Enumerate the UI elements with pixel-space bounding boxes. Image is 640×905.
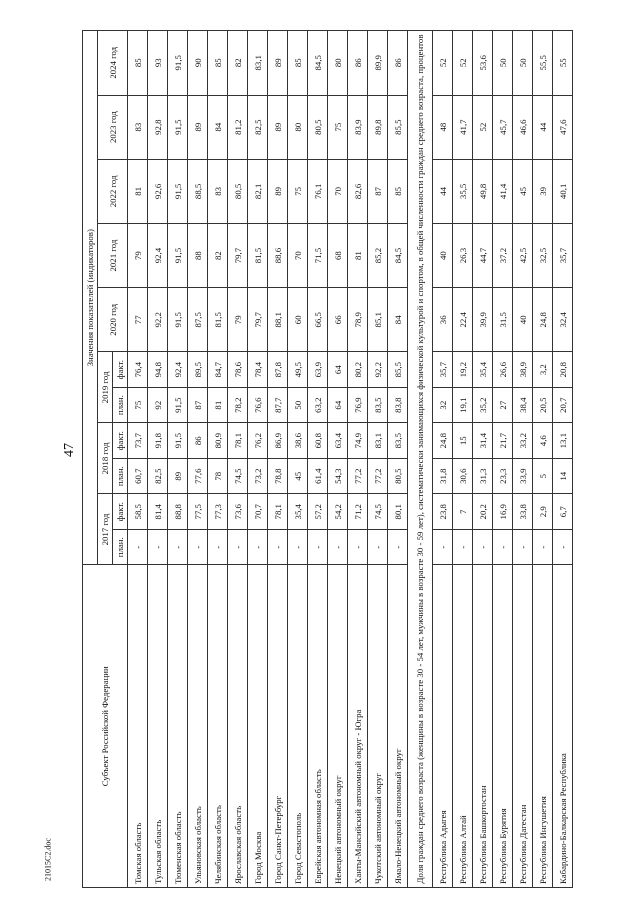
value-cell: 71,2 [348,494,368,530]
value-cell: 82,1 [248,159,268,223]
value-cell: - [348,529,368,565]
value-cell: 23,3 [493,458,513,494]
value-cell: 88,1 [268,288,288,352]
value-cell: 77,6 [188,458,208,494]
value-cell: 22,4 [453,288,473,352]
indicators-table [82,30,573,888]
value-cell: - [533,529,553,565]
subject-name: Ямало-Ненецкий автономный округ [388,565,408,888]
subject-name: Кабардино-Балкарская Республика [553,565,573,888]
value-cell: 63,4 [328,423,348,459]
value-cell: 85,1 [368,288,388,352]
subject-name: Республика Алтай [453,565,473,888]
value-cell: 74,9 [348,423,368,459]
value-cell: 33,8 [513,494,533,530]
value-cell: 46,6 [513,95,533,159]
value-cell: 60 [288,288,308,352]
value-cell: 32 [433,387,453,423]
value-cell: 13,1 [553,423,573,459]
value-cell: 84 [388,288,408,352]
value-cell: 76,1 [308,159,328,223]
value-cell: 40,1 [553,159,573,223]
value-cell: 55 [553,31,573,96]
value-cell: - [553,529,573,565]
value-cell: 41,4 [493,159,513,223]
value-cell: 80,5 [228,159,248,223]
value-cell: 52 [433,31,453,96]
value-cell: 83,8 [388,387,408,423]
plan-subheader: план. [113,458,128,494]
year-header: 2024 год [98,31,128,96]
value-cell: 26,3 [453,223,473,287]
value-cell: 20,2 [473,494,493,530]
table-row [368,31,388,888]
value-cell: 41,7 [453,95,473,159]
value-cell: 89 [168,458,188,494]
value-cell: 44 [533,95,553,159]
value-cell: 85,2 [368,223,388,287]
value-cell: 88,5 [188,159,208,223]
value-cell: 35,5 [453,159,473,223]
value-cell: 49,8 [473,159,493,223]
plan-subheader: план. [113,529,128,565]
subject-name: Чукотский автономный округ [368,565,388,888]
fact-subheader: факт. [113,494,128,530]
rotated-table-container [82,30,617,888]
value-cell: 80,2 [348,352,368,388]
value-cell: 32,5 [533,223,553,287]
value-cell: - [128,529,148,565]
value-cell: 89,5 [188,352,208,388]
year-header: 2018 год [98,423,113,494]
value-cell: 84,5 [388,223,408,287]
value-cell: - [188,529,208,565]
value-cell: - [473,529,493,565]
value-cell: 64 [328,387,348,423]
value-cell: 82 [208,223,228,287]
subject-name: Томская область [128,565,148,888]
value-cell: - [513,529,533,565]
table-row [553,31,573,888]
subject-name: Ульяновская область [188,565,208,888]
value-cell: 85 [128,31,148,96]
value-cell: 66 [328,288,348,352]
value-cell: 87 [368,159,388,223]
value-cell: 81,5 [208,288,228,352]
year-header: 2019 год [98,352,113,423]
value-cell: 85 [288,31,308,96]
value-cell: 82,5 [248,95,268,159]
subject-name: Республика Адыгея [433,565,453,888]
value-cell: 2,9 [533,494,553,530]
value-cell: 20,5 [533,387,553,423]
value-cell: 78,8 [268,458,288,494]
table-row [533,31,553,888]
subject-name: Тюменская область [168,565,188,888]
value-cell: 55,5 [533,31,553,96]
value-cell: 79 [228,288,248,352]
value-cell: 91,5 [168,95,188,159]
table-row [473,31,493,888]
value-cell: 78,9 [348,288,368,352]
value-cell: 3,2 [533,352,553,388]
value-cell: 83,1 [248,31,268,96]
value-cell: 87,5 [188,288,208,352]
value-cell: 79,7 [248,288,268,352]
table-row [128,31,148,888]
value-cell: 81 [348,223,368,287]
value-cell: 91,8 [148,423,168,459]
value-cell: 52 [473,95,493,159]
value-cell: 91,5 [168,387,188,423]
value-cell: 87 [188,387,208,423]
value-cell: 5 [533,458,553,494]
value-cell: 88,8 [168,494,188,530]
subject-name: Город Севастополь [288,565,308,888]
value-cell: 91,5 [168,288,188,352]
value-cell: 40 [433,223,453,287]
value-cell: 76,4 [128,352,148,388]
value-cell: 66,5 [308,288,328,352]
value-cell: - [248,529,268,565]
year-header: 2021 год [98,223,128,287]
value-cell: 50 [288,387,308,423]
value-cell: 76,6 [248,387,268,423]
value-cell: 82,5 [148,458,168,494]
year-header: 2022 год [98,159,128,223]
subject-name: Город Санкт-Петербург [268,565,288,888]
value-cell: 37,2 [493,223,513,287]
value-cell: 86 [188,423,208,459]
value-cell: 53,6 [473,31,493,96]
value-cell: 83 [128,95,148,159]
value-cell: 84,7 [208,352,228,388]
value-cell: 38,9 [513,352,533,388]
value-cell: 16,9 [493,494,513,530]
value-cell: 86 [388,31,408,96]
value-cell: 33,2 [513,423,533,459]
value-cell: 54,2 [328,494,348,530]
value-cell: 75 [128,387,148,423]
value-cell: 83,5 [368,387,388,423]
value-cell: 91,5 [168,223,188,287]
value-cell: 24,8 [533,288,553,352]
value-cell: - [453,529,473,565]
subject-column-header: Субъект Российской Федерации [83,565,128,888]
value-cell: 89 [268,95,288,159]
value-cell: 93 [148,31,168,96]
value-cell: 58,5 [128,494,148,530]
value-cell: 31,3 [473,458,493,494]
page-number: 47 [62,443,77,457]
value-cell: 81 [128,159,148,223]
value-cell: 80,5 [388,458,408,494]
value-cell: 19,1 [453,387,473,423]
value-cell: 76,2 [248,423,268,459]
value-cell: 92,4 [168,352,188,388]
value-cell: 36 [433,288,453,352]
year-header: 2020 год [98,288,128,352]
value-cell: 87,8 [268,352,288,388]
subject-name: Еврейская автономная область [308,565,328,888]
value-cell: 92,8 [148,95,168,159]
table-row [433,31,453,888]
value-cell: 31,5 [493,288,513,352]
table-row [148,31,168,888]
value-cell: 48 [433,95,453,159]
value-cell: 45,7 [493,95,513,159]
value-cell: 15 [453,423,473,459]
year-header: 2017 год [98,494,113,565]
value-cell: 92 [148,387,168,423]
value-cell: 7 [453,494,473,530]
value-cell: 91,5 [168,423,188,459]
value-cell: - [168,529,188,565]
subject-name: Ханты-Мансийский автономный округ - Югра [348,565,368,888]
table-row [453,31,473,888]
value-cell: 89 [188,95,208,159]
value-cell: 38,4 [513,387,533,423]
value-cell: 26,6 [493,352,513,388]
value-cell: 78,1 [268,494,288,530]
value-cell: 80,5 [308,95,328,159]
table-row [388,31,408,888]
value-cell: 57,2 [308,494,328,530]
value-cell: 85 [388,159,408,223]
value-cell: 73,6 [228,494,248,530]
value-cell: 80,9 [208,423,228,459]
subject-name: Республика Дагестан [513,565,533,888]
value-cell: 85,5 [388,352,408,388]
value-cell: 89,8 [368,95,388,159]
value-cell: 38,6 [288,423,308,459]
indicators-header: Значения показателей (индикаторов) [83,31,98,566]
value-cell: 68 [328,223,348,287]
value-cell: - [368,529,388,565]
value-cell: 89 [268,31,288,96]
value-cell: 87,7 [268,387,288,423]
value-cell: 27 [493,387,513,423]
value-cell: 30,6 [453,458,473,494]
value-cell: 84,5 [308,31,328,96]
value-cell: 73,2 [248,458,268,494]
value-cell: 80,1 [388,494,408,530]
value-cell: 83 [208,159,228,223]
value-cell: - [433,529,453,565]
value-cell: 70 [328,159,348,223]
value-cell: - [328,529,348,565]
value-cell: 35,2 [473,387,493,423]
value-cell: 75 [328,95,348,159]
value-cell: 64 [328,352,348,388]
value-cell: - [208,529,228,565]
value-cell: 78,4 [248,352,268,388]
value-cell: 77,2 [348,458,368,494]
value-cell: - [388,529,408,565]
table-row [228,31,248,888]
value-cell: 73,7 [128,423,148,459]
value-cell: 35,7 [553,223,573,287]
year-header: 2023 год [98,95,128,159]
fact-subheader: факт. [113,352,128,388]
document-file-code: 21015С2.doc [43,838,53,881]
value-cell: 92,2 [148,288,168,352]
value-cell: 60,7 [128,458,148,494]
value-cell: 77 [128,288,148,352]
value-cell: 89 [268,159,288,223]
value-cell: 80 [328,31,348,96]
value-cell: 50 [513,31,533,96]
value-cell: 70,7 [248,494,268,530]
section-title: Доля граждан среднего возраста (женщины в возрасте 30 - 54 лет, мужчины в возрасте 30 - 59 лет), систематически занимающихся физической культурой и спортом, в общей численности граждан среднего возраста, процентов [408,31,433,888]
value-cell: 90 [188,31,208,96]
value-cell: 52 [453,31,473,96]
table-row [493,31,513,888]
value-cell: 49,5 [288,352,308,388]
value-cell: 24,8 [433,423,453,459]
value-cell: 78,1 [228,423,248,459]
table-row [248,31,268,888]
value-cell: 86 [348,31,368,96]
value-cell: 42,5 [513,223,533,287]
value-cell: 77,2 [368,458,388,494]
value-cell: 31,8 [433,458,453,494]
value-cell: 89,9 [368,31,388,96]
table-row [513,31,533,888]
value-cell: 20,7 [553,387,573,423]
value-cell: 86,9 [268,423,288,459]
value-cell: - [288,529,308,565]
value-cell: 75 [288,159,308,223]
value-cell: 60,8 [308,423,328,459]
value-cell: 81,4 [148,494,168,530]
value-cell: 21,7 [493,423,513,459]
subject-name: Город Москва [248,565,268,888]
plan-subheader: план. [113,387,128,423]
value-cell: 35,4 [473,352,493,388]
value-cell: 88,6 [268,223,288,287]
value-cell: - [493,529,513,565]
value-cell: 19,2 [453,352,473,388]
value-cell: 76,9 [348,387,368,423]
value-cell: 77,5 [188,494,208,530]
table-row [168,31,188,888]
value-cell: - [308,529,328,565]
value-cell: 91,5 [168,159,188,223]
value-cell: 83,5 [388,423,408,459]
table-row [328,31,348,888]
value-cell: 63,2 [308,387,328,423]
table-row [288,31,308,888]
value-cell: 82,6 [348,159,368,223]
value-cell: 32,4 [553,288,573,352]
value-cell: 63,9 [308,352,328,388]
value-cell: 71,5 [308,223,328,287]
value-cell: - [268,529,288,565]
value-cell: 39,9 [473,288,493,352]
value-cell: 35,7 [433,352,453,388]
value-cell: 79 [128,223,148,287]
value-cell: 14 [553,458,573,494]
value-cell: 74,5 [368,494,388,530]
value-cell: 61,4 [308,458,328,494]
table-row [268,31,288,888]
value-cell: - [148,529,168,565]
value-cell: 4,6 [533,423,553,459]
value-cell: 85,5 [388,95,408,159]
value-cell: 20,8 [553,352,573,388]
value-cell: 70 [288,223,308,287]
value-cell: 78,2 [228,387,248,423]
table-row [188,31,208,888]
value-cell: 94,8 [148,352,168,388]
value-cell: 79,7 [228,223,248,287]
subject-name: Тульская область [148,565,168,888]
value-cell: 83,1 [368,423,388,459]
subject-name: Ярославская область [228,565,248,888]
value-cell: 23,8 [433,494,453,530]
value-cell: 50 [493,31,513,96]
subject-name: Республика Бурятия [493,565,513,888]
value-cell: 92,2 [368,352,388,388]
value-cell: 40 [513,288,533,352]
subject-name: Республика Башкортостан [473,565,493,888]
value-cell: 82 [228,31,248,96]
value-cell: 35,4 [288,494,308,530]
value-cell: 85 [208,31,228,96]
value-cell: 44,7 [473,223,493,287]
value-cell: 80 [288,95,308,159]
value-cell: 47,6 [553,95,573,159]
value-cell: 81,5 [248,223,268,287]
value-cell: 81,2 [228,95,248,159]
fact-subheader: факт. [113,423,128,459]
value-cell: 78 [208,458,228,494]
value-cell: 81 [208,387,228,423]
subject-name: Челябинская область [208,565,228,888]
subject-name: Ненецкий автономный округ [328,565,348,888]
value-cell: 33,9 [513,458,533,494]
value-cell: 84 [208,95,228,159]
subject-name: Республика Ингушетия [533,565,553,888]
value-cell: 91,5 [168,31,188,96]
value-cell: 88 [188,223,208,287]
value-cell: - [228,529,248,565]
value-cell: 44 [433,159,453,223]
value-cell: 83,9 [348,95,368,159]
table-row [208,31,228,888]
value-cell: 92,6 [148,159,168,223]
value-cell: 45 [288,458,308,494]
value-cell: 31,4 [473,423,493,459]
value-cell: 77,3 [208,494,228,530]
value-cell: 92,4 [148,223,168,287]
value-cell: 78,6 [228,352,248,388]
value-cell: 6,7 [553,494,573,530]
value-cell: 45 [513,159,533,223]
value-cell: 39 [533,159,553,223]
value-cell: 74,5 [228,458,248,494]
table-row [308,31,328,888]
table-row [348,31,368,888]
value-cell: 54,3 [328,458,348,494]
